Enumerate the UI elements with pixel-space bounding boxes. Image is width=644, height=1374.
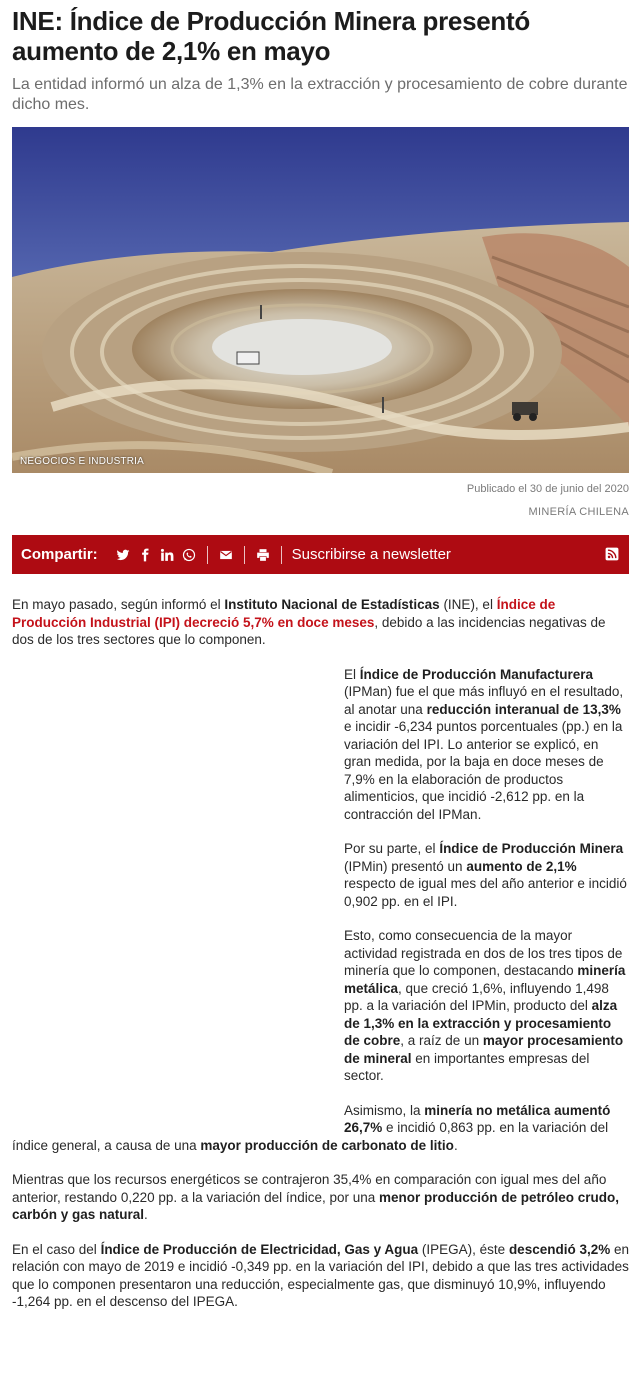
linkedin-icon[interactable] [160, 548, 174, 562]
paragraph-4: Esto, como consecuencia de la mayor actividad registrada en dos de los tres tipos de minería que lo componen, destacando minería metálica, que creció 1,6%, influyendo 1,498 pp. a la variación del IPMin, producto del alza de 1,3% en la extracción y procesamiento de cobre, a raíz de un mayor procesamiento de mineral en importantes empresas del sector. [344, 928, 626, 1083]
article-source[interactable]: MINERÍA CHILENA [528, 506, 629, 518]
twitter-icon[interactable] [116, 548, 130, 562]
share-divider [207, 546, 208, 564]
newsletter-link[interactable]: Suscribirse a newsletter [291, 546, 451, 563]
open-pit-mine-illustration [12, 127, 629, 473]
paragraph-1: En mayo pasado, según informó el Instituto Nacional de Estadísticas (INE), el Índice de Producción Industrial (IPI) decreció 5,7% en doce meses, debido a las incidencias negativas de dos de los tres sectores que lo componen. [12, 597, 606, 647]
paragraph-2: El Índice de Producción Manufacturera (IPMan) fue el que más influyó en el resultado, al anotar una reducción interanual de 13,3% e incidir -6,234 puntos porcentuales (pp.) en la variación del IPI. Lo anterior se explicó, en gran medida, por la baja en doce meses de 7,9% en la elaboración de productos alimenticios, que incidió -2,612 pp. en la contracción del IPMan. [344, 666, 624, 822]
email-icon[interactable] [219, 548, 233, 562]
image-category-label: NEGOCIOS E INDUSTRIA [20, 456, 145, 467]
facebook-icon[interactable] [138, 548, 152, 562]
print-icon[interactable] [256, 548, 270, 562]
paragraph-3: Por su parte, el Índice de Producción Minera (IPMin) presentó un aumento de 2,1% respecto de igual mes del año anterior e incidió 0,902 pp. en el IPI. [344, 841, 627, 909]
ipi-link[interactable]: Índice de Producción Industrial (IPI) decreció 5,7% en doce meses [12, 597, 556, 630]
rss-icon[interactable] [605, 547, 619, 561]
paragraph-5: Asimismo, la minería no metálica aumentó 26,7% e incidió 0,863 pp. en la variación del índice general, a causa de una mayor producción de carbonato de litio. [12, 1102, 611, 1153]
article-subtitle: La entidad informó un alza de 1,3% en la extracción y procesamiento de cobre durante dicho mes. [12, 76, 628, 113]
article-container [12, 0, 629, 1328]
paragraph-7: En el caso del Índice de Producción de Electricidad, Gas y Agua (IPEGA), éste descendió 3,2% en relación con mayo de 2019 e incidió -0,349 pp. en la variación del IPI, debido a que las tres actividades que lo componen presentaron una reducción, especialmente gas, que disminuyó 10,9%, influyendo -1,264 pp. en el descenso del IPEGA. [12, 1241, 630, 1309]
publish-date: Publicado el 30 de junio del 2020 [466, 483, 629, 495]
share-divider [281, 546, 282, 564]
article-body [12, 596, 629, 1311]
page-title: INE: Índice de Producción Minera presentó aumento de 2,1% en mayo [12, 6, 530, 66]
hero-image [12, 127, 629, 473]
share-bar [12, 535, 629, 574]
share-divider [244, 546, 245, 564]
whatsapp-icon[interactable] [182, 548, 196, 562]
paragraph-6: Mientras que los recursos energéticos se contrajeron 35,4% en comparación con igual mes del año anterior, restando 0,220 pp. a la variación del índice, por una menor producción de petróleo crudo, carbón y gas natural. [12, 1172, 620, 1222]
share-label: Compartir: [21, 546, 98, 563]
right-column [344, 666, 629, 1085]
article-meta [12, 482, 629, 519]
